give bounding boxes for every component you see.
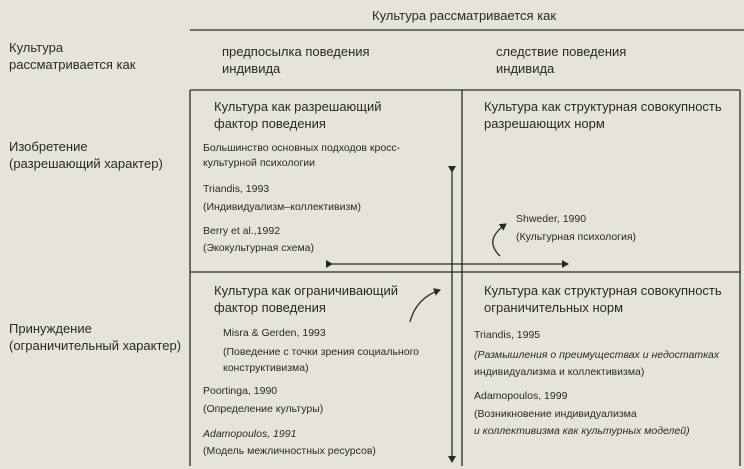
q1-ref2-desc: (Экокультурная схема) bbox=[203, 242, 315, 254]
col-consequence-line2: индивида bbox=[496, 61, 555, 76]
q1-ref1-desc: (Индивидуализм–коллективизм) bbox=[203, 201, 362, 213]
q2-title-line2: разрешающих норм bbox=[484, 116, 605, 131]
q3-ref3: Adamopoulos, 1991 bbox=[203, 428, 297, 440]
row-axis-label-line1: Культура bbox=[9, 40, 64, 55]
q1-title-line1: Культура как разрешающий bbox=[214, 99, 382, 114]
q3-ref2: Poortinga, 1990 bbox=[203, 385, 278, 397]
q4-title-line1: Культура как структурная совокупность bbox=[484, 283, 722, 298]
q3-title-line2: фактор поведения bbox=[214, 300, 326, 315]
q3-ref2-desc: (Определение культуры) bbox=[203, 403, 324, 415]
q3-ref1-desc-line2: конструктивизма) bbox=[223, 362, 309, 374]
q4-title-line2: ограничительных норм bbox=[484, 300, 624, 315]
q1-title-line2: фактор поведения bbox=[214, 116, 326, 131]
q1-ref1: Triandis, 1993 bbox=[203, 183, 270, 195]
q1-intro-line2: культурной психологии bbox=[203, 157, 316, 169]
q2-ref1-desc: (Культурная психология) bbox=[516, 231, 637, 243]
col-premise-line2: индивида bbox=[222, 61, 281, 76]
q2-title-line1: Культура как структурная совокупность bbox=[484, 99, 722, 114]
q1-ref2: Berry et al.,1992 bbox=[203, 225, 281, 237]
q4-ref1-desc-line1: (Размышления о преимуществах и недостатках bbox=[474, 349, 720, 361]
q3-ref1-desc-line1: (Поведение с точки зрения социального bbox=[223, 346, 420, 358]
curved-arrow-lower bbox=[410, 290, 440, 322]
q3-ref3-desc: (Модель межличностных ресурсов) bbox=[203, 445, 376, 457]
q3-ref1: Misra & Gerden, 1993 bbox=[223, 327, 326, 339]
row-coercion-line1: Принуждение bbox=[9, 321, 92, 336]
q4-ref2: Adamopoulos, 1999 bbox=[474, 390, 568, 402]
row-axis-label-line2: рассматривается как bbox=[9, 57, 136, 72]
col-consequence-line1: следствие поведения bbox=[496, 44, 627, 59]
row-invention-line1: Изобретение bbox=[9, 139, 88, 154]
curved-arrow-upper bbox=[493, 224, 506, 256]
row-coercion-line2: (ограничительный характер) bbox=[9, 338, 182, 353]
q3-title-line1: Культура как ограничивающий bbox=[214, 283, 399, 298]
q2-ref1: Shweder, 1990 bbox=[516, 213, 587, 225]
q1-intro-line1: Большинство основных подходов кросс- bbox=[203, 142, 401, 154]
q4-ref1: Triandis, 1995 bbox=[474, 329, 541, 341]
q4-ref2-desc-line2: и коллективизма как культурных моделей) bbox=[474, 425, 690, 437]
q4-ref2-desc-line1: (Возникновение индивидуализма bbox=[474, 408, 637, 420]
q4-ref1-desc-line2: индивидуализма и коллективизма) bbox=[474, 366, 645, 378]
top-header: Культура рассматривается как bbox=[372, 8, 557, 23]
col-premise-line1: предпосылка поведения bbox=[222, 44, 370, 59]
row-invention-line2: (разрешающий характер) bbox=[9, 156, 163, 171]
